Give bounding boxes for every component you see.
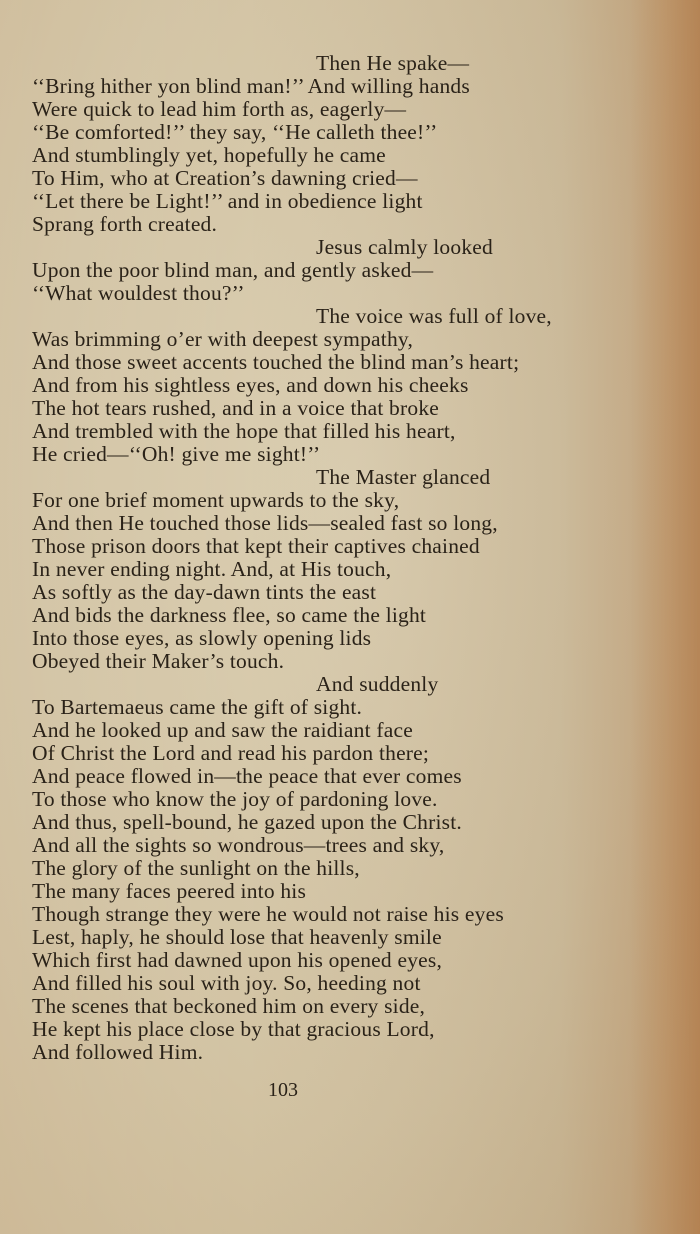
poem-line: Were quick to lead him forth as, eagerly— (32, 97, 407, 121)
poem-line: Into those eyes, as slowly opening lids (32, 626, 372, 650)
poem-line: Of Christ the Lord and read his pardon there; (32, 741, 430, 765)
poem-line: ‘‘Be comforted!’’ they say, ‘‘He calleth thee!’’ (32, 120, 438, 144)
poem-line: And bids the darkness flee, so came the light (32, 603, 427, 627)
poem-text (32, 52, 602, 1064)
poem-line: And suddenly (316, 672, 439, 696)
poem-line: Sprang forth created. (32, 212, 218, 236)
poem-line: Jesus calmly looked (316, 235, 493, 259)
page-edge-shading (630, 0, 700, 1234)
poem-line: And followed Him. (32, 1040, 204, 1064)
poem-line: As softly as the day-dawn tints the east (32, 580, 377, 604)
poem-line: Which first had dawned upon his opened eyes, (32, 948, 443, 972)
poem-line: And thus, spell-bound, he gazed upon the Christ. (32, 810, 462, 834)
poem-line: Obeyed their Maker’s touch. (32, 649, 285, 673)
poem-line: And those sweet accents touched the blind man’s heart; (32, 350, 520, 374)
poem-line: And all the sights so wondrous—trees and sky, (32, 833, 445, 857)
poem-line: And he looked up and saw the raidiant face (32, 718, 413, 742)
poem-line: He kept his place close by that gracious Lord, (32, 1017, 435, 1041)
poem-line: And then He touched those lids—sealed fast so long, (32, 511, 498, 535)
poem-line: To Him, who at Creation’s dawning cried— (32, 166, 418, 190)
poem-line: Was brimming o’er with deepest sympathy, (32, 327, 414, 351)
poem-line: The glory of the sunlight on the hills, (32, 856, 360, 880)
poem-line: The many faces peered into his (32, 879, 307, 903)
poem-line: The Master glanced (316, 465, 491, 489)
poem-line: ‘‘Let there be Light!’’ and in obedience light (32, 189, 423, 213)
poem-line: For one brief moment upwards to the sky, (32, 488, 400, 512)
poem-line: And stumblingly yet, hopefully he came (32, 143, 386, 167)
poem-line: ‘‘What wouldest thou?’’ (32, 281, 245, 305)
poem-line: ‘‘Bring hither yon blind man!’’ And willing hands (32, 74, 470, 98)
poem-line: The voice was full of love, (316, 304, 552, 328)
poem-line: Those prison doors that kept their captives chained (32, 534, 480, 558)
poem-line: To those who know the joy of pardoning love. (32, 787, 438, 811)
poem-line: Then He spake— (316, 51, 470, 75)
poem-line: Though strange they were he would not raise his eyes (32, 902, 504, 926)
poem-line: Upon the poor blind man, and gently asked— (32, 258, 434, 282)
poem-line: To Bartemaeus came the gift of sight. (32, 695, 363, 719)
poem-line: He cried—‘‘Oh! give me sight!’’ (32, 442, 321, 466)
poem-line: The hot tears rushed, and in a voice that broke (32, 396, 440, 420)
poem-line: And filled his soul with joy. So, heeding not (32, 971, 421, 995)
poem-line: And peace flowed in—the peace that ever comes (32, 764, 462, 788)
poem-line: And trembled with the hope that filled his heart, (32, 419, 456, 443)
poem-line: Lest, haply, he should lose that heavenly smile (32, 925, 442, 949)
poem-line: In never ending night. And, at His touch, (32, 557, 392, 581)
poem-line: The scenes that beckoned him on every side, (32, 994, 426, 1018)
poem-line: And from his sightless eyes, and down his cheeks (32, 373, 469, 397)
page-number: 103 (268, 1079, 298, 1101)
